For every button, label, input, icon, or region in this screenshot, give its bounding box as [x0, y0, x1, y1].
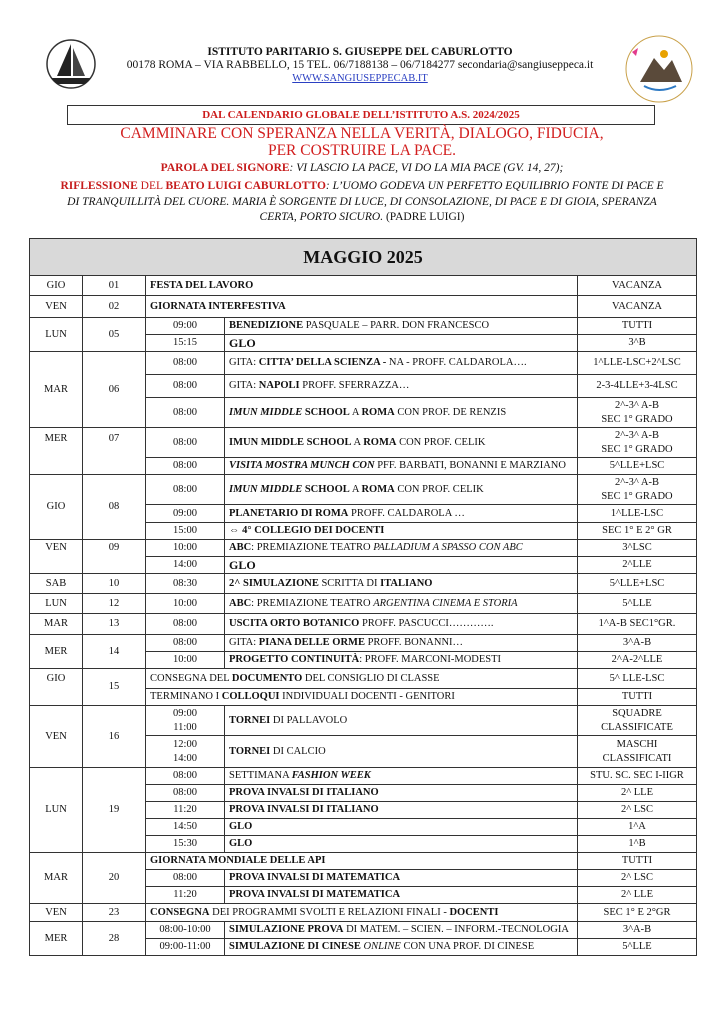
event-cell [146, 689, 578, 706]
event-cell [225, 540, 578, 557]
class-cell: STU. SC. SEC I-IIGR [578, 768, 697, 785]
day-cell: GIO [30, 276, 83, 296]
time-cell [146, 706, 225, 736]
event-text: SCRITTA DI [318, 577, 381, 589]
event-cell [225, 318, 578, 335]
event-bold-italic: IMUN MIDDLE [229, 406, 303, 418]
day-cell: LUN [30, 594, 83, 614]
time-cell: 08:00 [146, 768, 225, 785]
table-row [30, 475, 697, 505]
time-cell: 15:30 [146, 836, 225, 853]
event-text: GITA: [229, 357, 259, 368]
event-text: PROFF. SFERRAZZA… [299, 380, 410, 391]
time-cell [146, 736, 225, 768]
event-text: CON PROF. CELIK [394, 483, 484, 495]
event-cell [225, 939, 578, 956]
event-text: DEL CONSIGLIO DI CLASSE [302, 672, 440, 684]
event-bold: SIMULAZIONE PROVA [229, 924, 344, 935]
event-cell [225, 375, 578, 398]
class-line: CLASSIFICATE [601, 721, 673, 733]
time-cell: 08:00 [146, 352, 225, 375]
table-row [30, 706, 697, 736]
time-cell: 08:00 [146, 635, 225, 652]
institute-address: 00178 ROMA – VIA RABBELLO, 15 TEL. 06/7188138 – 06/7184277 secondaria@sangiuseppeca.it [126, 59, 594, 71]
time-cell: 15:15 [146, 335, 225, 352]
class-cell: 2^ LLE [578, 785, 697, 802]
table-row [30, 540, 697, 557]
class-cell: 1^LLE-LSC+2^LSC [578, 352, 697, 375]
motto-line-2: PER COSTRUIRE LA PACE. [267, 142, 457, 159]
riflessione-author: (PADRE LUIGI) [383, 211, 465, 223]
day-cell: MAR [30, 614, 83, 635]
day-cell: MER [30, 428, 83, 475]
day-cell: VEN [30, 904, 83, 922]
time-cell: 09:00 [146, 505, 225, 523]
event-cell: GLO [225, 836, 578, 853]
day-cell: LUN [30, 318, 83, 352]
class-cell: SEC 1° E 2° GR [578, 523, 697, 540]
event-bold: BENEDIZIONE [229, 320, 304, 331]
date-cell: 12 [83, 594, 146, 614]
date-cell: 16 [83, 706, 146, 768]
event-text: DI PALLAVOLO [270, 714, 348, 726]
class-line: 2^-3^ A-B [615, 476, 659, 488]
date-cell: 20 [83, 853, 146, 904]
time-cell: 08:00 [146, 475, 225, 505]
date-cell: 28 [83, 922, 146, 956]
event-text: : PROFF. MARCONI-MODESTI [359, 654, 502, 665]
event-cell [225, 458, 578, 475]
event-bold: SCHOOL [302, 483, 350, 495]
time-cell: 08:00 [146, 785, 225, 802]
event-text: PROFF. BONANNI… [364, 637, 464, 648]
time-cell: 08:00 [146, 614, 225, 635]
date-cell: 14 [83, 635, 146, 669]
time-cell: 09:00-11:00 [146, 939, 225, 956]
event-text: GITA: [229, 380, 259, 391]
day-cell: LUN [30, 768, 83, 853]
parola-del-signore [70, 161, 654, 175]
event-cell: FESTA DEL LAVORO [146, 276, 578, 296]
table-row [30, 669, 697, 689]
school-header [100, 46, 620, 85]
class-cell [578, 475, 697, 505]
event-text: DI MATEM. – SCIEN. – INFORM.-TECNOLOGIA [343, 924, 569, 935]
table-row [30, 614, 697, 635]
class-cell: 5^LLE+LSC [578, 458, 697, 475]
event-text: GITA: [229, 637, 259, 648]
table-row [30, 574, 697, 594]
day-cell: MER [30, 922, 83, 956]
event-text: INDIVIDUALI DOCENTI - GENITORI [279, 691, 455, 702]
event-cell [225, 475, 578, 505]
time-cell: 08:00 [146, 458, 225, 475]
event-bold: NAPOLI [258, 380, 300, 391]
event-cell: GIORNATA INTERFESTIVA [146, 296, 578, 318]
class-cell: 1^A [578, 819, 697, 836]
event-text: CON PROF. DE RENZIS [394, 406, 507, 418]
date-cell: 01 [83, 276, 146, 296]
event-text: A [349, 483, 362, 495]
time-line: 09:00 [173, 707, 197, 719]
class-cell [578, 398, 697, 428]
riflessione-text: : L’UOMO GODEVA UN PERFETTO EQUILIBRIO FONTE DI PACE E DI TRANQUILLITÀ DEL CUORE. MARIA È SORGENTE DI LUCE, DI CONSOLAZIONE, DI PACE E DI GIOIA, SPERANZA CERTA, PORTO SICURO. [67, 180, 664, 223]
institute-website-link[interactable]: WWW.SANGIUSEPPECAB.IT [292, 73, 428, 84]
event-text: PFF. BARBATI, BONANNI E MARZIANO [374, 460, 566, 471]
class-cell: 2^LLE [578, 557, 697, 574]
table-row [30, 635, 697, 652]
day-cell: VEN [30, 296, 83, 318]
event-bold: COLLOQUI [221, 691, 280, 702]
event-cell [225, 736, 578, 768]
event-cell: GLO [225, 335, 578, 352]
table-row [30, 904, 697, 922]
event-text: DI CALCIO [270, 745, 326, 757]
time-line: 14:00 [173, 752, 197, 764]
event-cell [225, 922, 578, 939]
date-cell: 23 [83, 904, 146, 922]
event-bold: ABC [229, 597, 252, 609]
event-cell: GIORNATA MONDIALE DELLE API [146, 853, 578, 870]
time-cell: 08:00 [146, 870, 225, 887]
class-cell: 2^A-2^LLE [578, 652, 697, 669]
day-cell: VEN [30, 706, 83, 768]
event-cell [225, 706, 578, 736]
time-cell: 08:30 [146, 574, 225, 594]
class-cell [578, 428, 697, 458]
riflessione-author-label: BEATO LUIGI CABURLOTTO [165, 180, 326, 192]
event-text: A [351, 436, 364, 448]
day-cell: GIO [30, 475, 83, 540]
event-italic: PALLADIUM A SPASSO CON ABC [373, 542, 523, 553]
event-text: PROFF. CALDAROLA … [348, 507, 465, 519]
event-italic: ONLINE [360, 941, 401, 952]
day-cell: MAR [30, 352, 83, 428]
time-cell: 10:00 [146, 652, 225, 669]
event-cell [225, 352, 578, 375]
class-cell: 3^LSC [578, 540, 697, 557]
may-calendar-table [29, 238, 697, 956]
class-cell: VACANZA [578, 276, 697, 296]
event-bold: TORNEI [229, 714, 271, 726]
day-cell: MAR [30, 853, 83, 904]
event-cell: GLO [225, 819, 578, 836]
class-cell: 2-3-4LLE+3-4LSC [578, 375, 697, 398]
event-cell [225, 652, 578, 669]
event-bold: SIMULAZIONE DI CINESE [229, 941, 361, 952]
event-text: CON UNA PROF. DI CINESE [400, 941, 535, 952]
event-cell: PROVA INVALSI DI ITALIANO [225, 785, 578, 802]
time-cell: 14:00 [146, 557, 225, 574]
event-text: CONSEGNA DEL [150, 672, 232, 684]
event-bold: USCITA ORTO BOTANICO [229, 618, 360, 629]
time-cell: 11:20 [146, 887, 225, 904]
class-cell: 2^ LSC [578, 802, 697, 819]
event-bold: PIANA DELLE ORME [258, 637, 365, 648]
table-row [30, 768, 697, 785]
event-cell: PROVA INVALSI DI ITALIANO [225, 802, 578, 819]
class-line: SEC 1° GRADO [601, 413, 673, 425]
day-cell: VEN [30, 540, 83, 574]
date-cell: 05 [83, 318, 146, 352]
date-cell: 15 [83, 669, 146, 706]
class-cell [578, 706, 697, 736]
event-bold: ITALIANO [380, 577, 433, 589]
date-cell: 02 [83, 296, 146, 318]
class-cell: 1^B [578, 836, 697, 853]
time-line: 12:00 [173, 738, 197, 750]
event-bold: DOCENTI [449, 906, 499, 918]
class-cell: 5^LLE [578, 594, 697, 614]
event-bold: PROGETTO CONTINUITÀ [229, 654, 360, 665]
class-cell: TUTTI [578, 689, 697, 706]
time-cell: 10:00 [146, 540, 225, 557]
class-line: MASCHI [616, 738, 658, 750]
class-cell: 2^ LLE [578, 887, 697, 904]
event-bold: TORNEI [229, 745, 271, 757]
table-row [30, 853, 697, 870]
event-text: DEI PROGRAMMI SVOLTI E RELAZIONI FINALI - [209, 906, 450, 918]
class-line: CLASSIFICATI [602, 752, 672, 764]
event-bold: 2^ SIMULAZIONE [229, 577, 319, 589]
event-cell [225, 594, 578, 614]
event-bold: DOCUMENTO [231, 672, 303, 684]
class-line: 2^-3^ A-B [615, 429, 659, 441]
event-text: PASQUALE – PARR. DON FRANCESCO [303, 320, 490, 331]
event-cell: PROVA INVALSI DI MATEMATICA [225, 887, 578, 904]
day-cell: MER [30, 635, 83, 669]
class-cell: 3^B [578, 335, 697, 352]
institute-name: ISTITUTO PARITARIO S. GIUSEPPE DEL CABURLOTTO [207, 46, 513, 58]
class-cell: 1^LLE-LSC [578, 505, 697, 523]
class-cell: 1^A-B SEC1°GR. [578, 614, 697, 635]
peace-motto-logo [620, 32, 698, 106]
event-bold: SCHOOL [302, 406, 350, 418]
day-cell: SAB [30, 574, 83, 594]
class-cell: 5^LLE [578, 939, 697, 956]
time-cell: 15:00 [146, 523, 225, 540]
event-cell [225, 398, 578, 428]
event-cell [146, 669, 578, 689]
time-cell: 08:00 [146, 375, 225, 398]
event-cell: ⇔ 4° COLLEGIO DEI DOCENTI [225, 523, 578, 540]
class-cell: SEC 1° E 2°GR [578, 904, 697, 922]
date-cell: 07 [83, 428, 146, 475]
event-cell [225, 635, 578, 652]
event-bold-italic: FASHION WEEK [291, 770, 371, 781]
time-cell: 14:50 [146, 819, 225, 836]
event-cell [225, 428, 578, 458]
year-motto [70, 125, 654, 159]
event-cell [225, 614, 578, 635]
calendar-source-box: DAL CALENDARIO GLOBALE DELL’ISTITUTO A.S. 2024/2025 [67, 105, 655, 125]
event-bold-italic: IMUN MIDDLE [229, 483, 303, 495]
table-row [30, 922, 697, 939]
class-cell: 3^A-B [578, 635, 697, 652]
school-boat-logo [43, 38, 99, 90]
event-bold-italic: VISITA MOSTRA MUNCH CON [229, 460, 375, 471]
table-title: MAGGIO 2025 [30, 239, 697, 276]
class-cell: 3^A-B [578, 922, 697, 939]
event-bold: ROMA [361, 483, 395, 495]
time-line: 11:00 [173, 721, 197, 733]
event-text: PROFF. PASCUCCI…………. [359, 618, 494, 629]
class-cell: TUTTI [578, 318, 697, 335]
riflessione [60, 179, 664, 226]
event-bold: ROMA [361, 406, 395, 418]
motto-line-1: CAMMINARE CON SPERANZA NELLA VERITÀ, DIALOGO, FIDUCIA, [120, 125, 604, 142]
event-bold: CITTA’ DELLA SCIENZA - [258, 357, 389, 368]
class-cell [578, 736, 697, 768]
event-bold: IMUN MIDDLE SCHOOL [229, 436, 352, 448]
class-cell: VACANZA [578, 296, 697, 318]
event-cell: GLO [225, 557, 578, 574]
event-bold: ABC [229, 542, 252, 553]
class-line: 2^-3^ A-B [615, 399, 659, 411]
date-cell: 13 [83, 614, 146, 635]
class-cell: TUTTI [578, 853, 697, 870]
time-cell: 11:20 [146, 802, 225, 819]
event-text: NA - PROFF. CALDAROLA…. [388, 357, 527, 368]
date-cell: 10 [83, 574, 146, 594]
event-text: TERMINANO I [150, 691, 222, 702]
event-text: A [349, 406, 362, 418]
time-cell: 09:00 [146, 318, 225, 335]
event-cell: PROVA INVALSI DI MATEMATICA [225, 870, 578, 887]
parola-label: PAROLA DEL SIGNORE [160, 162, 290, 174]
class-cell: 5^ LLE-LSC [578, 669, 697, 689]
event-text: : PREMIAZIONE TEATRO [251, 597, 374, 609]
event-text: : PREMIAZIONE TEATRO [251, 542, 374, 553]
event-cell [225, 768, 578, 785]
event-bold: CONSEGNA [150, 906, 210, 918]
event-italic: ARGENTINA CINEMA E STORIA [373, 597, 518, 609]
date-cell: 06 [83, 352, 146, 428]
class-cell: 2^ LSC [578, 870, 697, 887]
time-cell: 08:00-10:00 [146, 922, 225, 939]
riflessione-label: RIFLESSIONE [60, 180, 138, 192]
event-bold: ROMA [363, 436, 397, 448]
time-cell: 08:00 [146, 398, 225, 428]
class-line: SEC 1° GRADO [601, 490, 673, 502]
time-cell: 10:00 [146, 594, 225, 614]
date-cell: 08 [83, 475, 146, 540]
event-cell [225, 574, 578, 594]
event-bold: PLANETARIO DI ROMA [229, 507, 349, 519]
class-line: SQUADRE [612, 707, 662, 719]
event-cell [146, 904, 578, 922]
riflessione-mid: DEL [137, 180, 166, 192]
parola-text: : VI LASCIO LA PACE, VI DO LA MIA PACE (GV. 14, 27); [289, 162, 564, 174]
event-cell [225, 505, 578, 523]
time-cell: 08:00 [146, 428, 225, 458]
table-row [30, 296, 697, 318]
day-cell: GIO [30, 669, 83, 706]
table-row [30, 276, 697, 296]
event-text: CON PROF. CELIK [396, 436, 486, 448]
table-row [30, 594, 697, 614]
table-row [30, 318, 697, 335]
date-cell: 19 [83, 768, 146, 853]
class-line: SEC 1° GRADO [601, 443, 673, 455]
date-cell: 09 [83, 540, 146, 574]
class-cell: 5^LLE+LSC [578, 574, 697, 594]
table-row [30, 428, 697, 458]
table-row [30, 352, 697, 375]
event-text: SETTIMANA [229, 770, 292, 781]
